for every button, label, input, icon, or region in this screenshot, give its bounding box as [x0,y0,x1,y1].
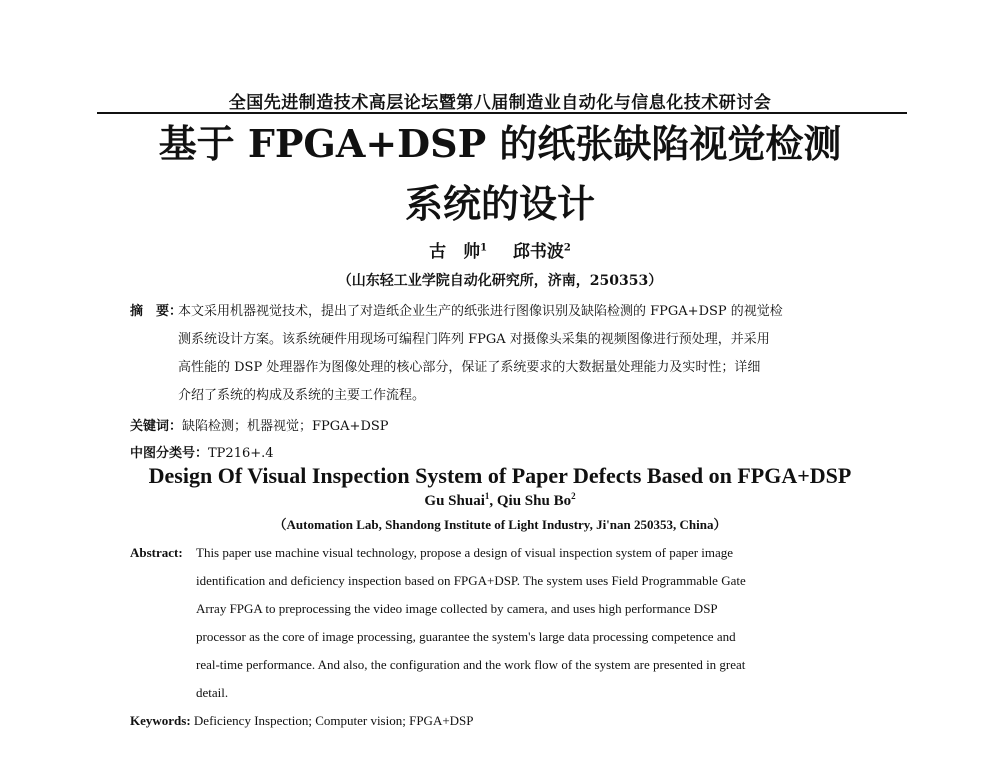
zh-abstract-line: 高性能的 DSP 处理器作为图像处理的核心部分，保证了系统要求的大数据量处理能力及实时性；详细 [178,360,761,375]
zh-affiliation: （山东轻工业学院自动化研究所，济南，250353） [337,273,663,289]
zh-abstract-line: 测系统设计方案。该系统硬件用现场可编程门阵列 FPGA 对摄像头采集的视频图像进行预处理，并采用 [178,332,770,347]
zh-title-line2: 系统的设计 [404,181,595,226]
en-author1: Gu Shuai [424,493,485,509]
header-rule [97,112,907,114]
zh-clc-label: 中图分类号： [130,446,209,461]
zh-title-line1: 基于 FPGA+DSP 的纸张缺陷视觉检测 [158,121,842,166]
en-abstract-line: This paper use machine visual technology, propose a design of visual inspection system of paper image [196,545,734,560]
en-author2-sup: 2 [571,491,576,501]
en-keywords-value: Deficiency Inspection; Computer vision; FPGA+DSP [193,713,474,728]
en-abstract-line: Array FPGA to preprocessing the video image collected by camera, and uses high performance DSP [196,601,718,616]
zh-keywords-value: 缺陷检测；机器视觉；FPGA+DSP [182,419,389,434]
en-author2: Qiu Shu Bo [496,493,572,509]
en-title: Design Of Visual Inspection System of Paper Defects Based on FPGA+DSP [148,463,852,488]
zh-abstract-line: 介绍了系统的构成及系统的主要工作流程。 [178,388,426,403]
zh-author1: 古 帅 [429,242,481,262]
en-authors [0,491,1000,510]
zh-keywords-label: 关键词： [130,419,183,434]
en-author1-sup: 1 [484,491,490,501]
zh-author1-sup: 1 [480,242,488,254]
zh-clc-value: TP216+.4 [208,446,274,461]
en-keywords-label: Keywords: [130,713,191,728]
zh-abstract-line: 本文采用机器视觉技术，提出了对造纸企业生产的纸张进行图像识别及缺陷检测的 FPGA+DSP 的视觉检 [178,304,783,319]
zh-keywords [130,415,389,434]
en-affiliation: （Automation Lab, Shandong Institute of Light Industry, Ji'nan 250353, China） [273,517,727,532]
zh-clc [130,442,274,461]
en-keywords [130,713,474,729]
en-abstract-line: detail. [196,685,229,700]
zh-author2-sup: 2 [563,242,571,254]
en-author-separator: , [489,493,497,509]
en-abstract-line: real-time performance. And also, the configuration and the work flow of the system are presented in great [196,657,746,672]
zh-author2: 邱书波 [512,242,564,262]
en-abstract-line: identification and deficiency inspection based on FPGA+DSP. The system uses Field Programmable Gate [196,573,746,588]
en-abstract-label: Abstract: [130,545,183,560]
conference-header: 全国先进制造技术高层论坛暨第八届制造业自动化与信息化技术研讨会 [228,93,772,113]
en-abstract-line: processor as the core of image processing, guarantee the system's large data processing competence and [196,629,736,644]
zh-authors [0,237,1000,262]
zh-abstract-label: 摘 要： [130,304,183,319]
